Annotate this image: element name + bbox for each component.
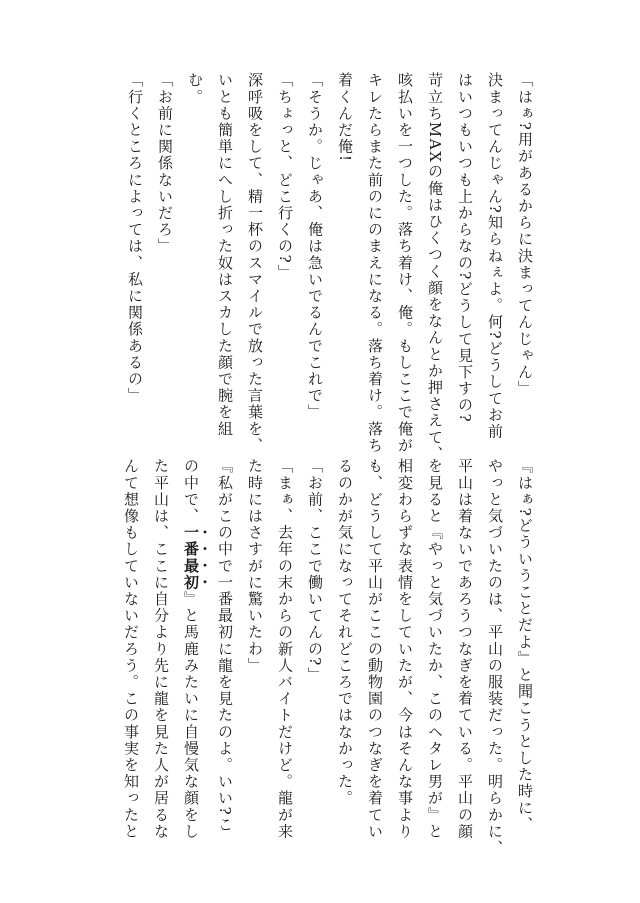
text-line: 『はぁ?どういうことだよ』と聞こうとした時に、 [516,458,534,833]
dialogue-line: 「お前に関係ないだろ」 [156,72,174,255]
text-line: 咳払いを一つした。落ち着け、俺。もしここで俺が [396,72,414,454]
dialogue-line: 「まぁ、去年の末からの新人バイトだけど。龍が来 [276,458,294,840]
text-segment: の中で、 [182,458,200,525]
text-segment: 』と馬鹿みたいに自慢気な顔をし [182,590,200,840]
text-line: む。 [186,72,204,106]
text-line: 着くんだ俺! [336,72,354,163]
text-line: るのかが気になってそれどころではなかった。 [336,458,354,807]
dialogue-line: 「ちょっと、どこ行くの?」 [276,72,294,281]
text-line: 決まってんじゃん?知らねぇよ。何?どうしてお前 [486,72,504,440]
text-line: を見ると『やっと気づいたか、このヘタレ男が』と [426,458,444,840]
text-line: も、どうして平山がここの動物園のつなぎを着てい [366,458,384,840]
text-line: いとも簡単にへし折った奴はスカした顔で腕を組 [216,72,234,438]
text-line: 『私がこの中で一番最初に龍を見たのよ。いい?こ [216,458,234,833]
text-line: 深呼吸をして、精一杯のスマイルで放った言葉を、 [246,72,264,454]
text-line: 平山は着ないであろうつなぎを着ている。平山の顔 [456,458,474,840]
text-line: んて想像もしていないだろう。この事実を知ったと [122,458,140,840]
text-line: た平山は、ここに自分より先に龍を見た人が居るな [152,458,170,840]
text-line-with-emphasis [176,458,210,838]
text-line: やっと気づいたのは、平山の服装だった。明らかに、 [486,458,504,857]
dialogue-line: 「お前、ここで働いてんの?」 [306,458,324,684]
text-line: 相変わらずな表情をしていたが、今はそんな事より [396,458,414,840]
text-line: キレたらまた前のにのまえになる。落ち着け。落ち [366,72,384,454]
emphasized-phrase: 一番最初 [182,524,200,591]
dialogue-line: 「そうか。じゃあ、俺は急いでるんでこれで」 [306,72,324,421]
upper-text-block [120,72,540,463]
text-line: 「はぁ?用があるからに決まってんじゃん」 [516,72,534,398]
dialogue-line: た時にはさすがに驚いたわ」 [246,458,264,674]
text-line: はいつもいつも上からなの?どうして見下すの? [456,72,474,424]
lower-text-block [116,458,540,857]
text-line: 苛立ちMAXの俺はひくつく顔をなんとか押さえて、 [426,72,444,463]
dialogue-line: 「行くところによっては、私に関係あるの」 [126,72,144,404]
